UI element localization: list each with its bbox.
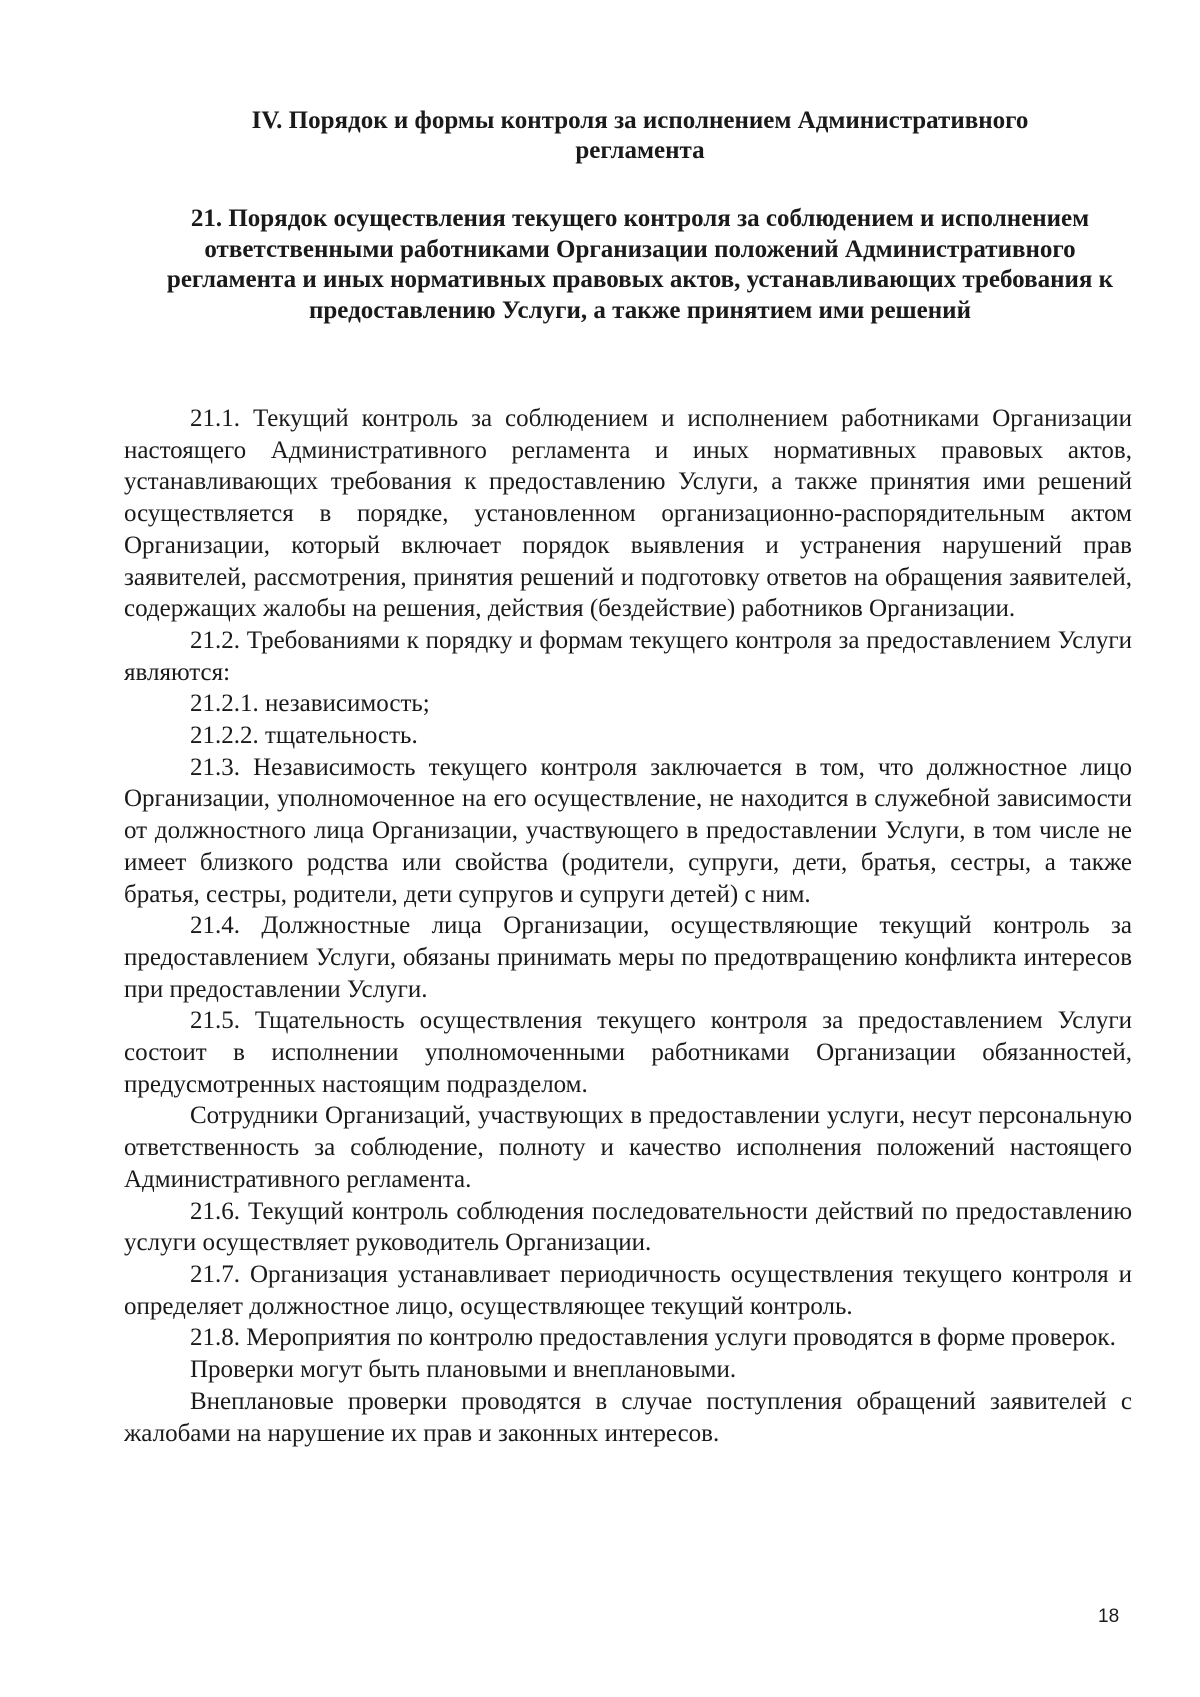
paragraph-21-8: 21.8. Мероприятия по контролю предоставления услуги проводятся в форме проверок. — [190, 1324, 1116, 1352]
paragraph-21-7: 21.7. Организация устанавливает периодичность осуществления текущего контроля и определяет должностное лицо, осуществляющее текущий контроль. — [124, 1260, 1132, 1320]
paragraph-21-2-2: 21.2.2. тщательность. — [190, 722, 418, 750]
paragraph-21-2: 21.2. Требованиями к порядку и формам текущего контроля за предоставлением Услуги являются: — [124, 626, 1132, 686]
page-number: 18 — [1098, 1606, 1120, 1627]
paragraph-21-6: 21.6. Текущий контроль соблюдения последовательности действий по предоставлению услуги осуществляет руководитель Организации. — [124, 1197, 1132, 1257]
paragraph-staff-responsibility: Сотрудники Организаций, участвующих в предоставлении услуги, несут персональную ответственность за соблюдение, полноту и качество исполнения положений настоящего Административного регламента. — [124, 1102, 1132, 1193]
paragraph-21-3: 21.3. Независимость текущего контроля заключается в том, что должностное лицо Организации, уполномоченное на его осуществление, не находится в служебной зависимости от должностного лица Организации, участвующего в предоставлении Услуги, в том числе не имеет близкого родства или свойства (родители, супруги, дети, братья, сестры, а также братья, сестры, родители, дети супругов и супруги детей) с ним. — [124, 753, 1132, 908]
paragraph-21-5: 21.5. Тщательность осуществления текущего контроля за предоставлением Услуги состоит в исполнении уполномоченными работниками Организации обязанностей, предусмотренных настоящим подразделом. — [124, 1007, 1132, 1098]
section-title: IV. Порядок и формы контроля за исполнением Административного регламента — [251, 107, 1029, 164]
paragraph-inspection-types: Проверки могут быть плановыми и внеплановыми. — [190, 1356, 737, 1384]
subsection-title: 21. Порядок осуществления текущего контроля за соблюдением и исполнением ответственными работниками Организации положений Административного регламента и иных нормативных правовых актов, устанавливающих требования к предоставлению Услуги, а также принятием ими решений — [166, 205, 1114, 324]
paragraph-21-4: 21.4. Должностные лица Организации, осуществляющие текущий контроль за предоставлением Услуги, обязаны принимать меры по предотвращению конфликта интересов при предоставлении Услуги. — [124, 912, 1132, 1003]
document-body — [124, 403, 1132, 1449]
paragraph-unscheduled-inspections: Внеплановые проверки проводятся в случае поступления обращений заявителей с жалобами на нарушение их прав и законных интересов. — [124, 1387, 1132, 1447]
paragraph-21-2-1: 21.2.1. независимость; — [190, 690, 430, 718]
paragraph-21-1: 21.1. Текущий контроль за соблюдением и исполнением работниками Организации настоящего Административного регламента и иных нормативных правовых актов, устанавливающих требования к предоставлению Услуги, а также принятия ими решений осуществляется в порядке, установленном организационно-распорядительным актом Организации, который включает порядок выявления и устранения нарушений прав заявителей, рассмотрения, принятия решений и подготовку ответов на обращения заявителей, содержащих жалобы на решения, действия (бездействие) работников Организации. — [124, 405, 1132, 623]
